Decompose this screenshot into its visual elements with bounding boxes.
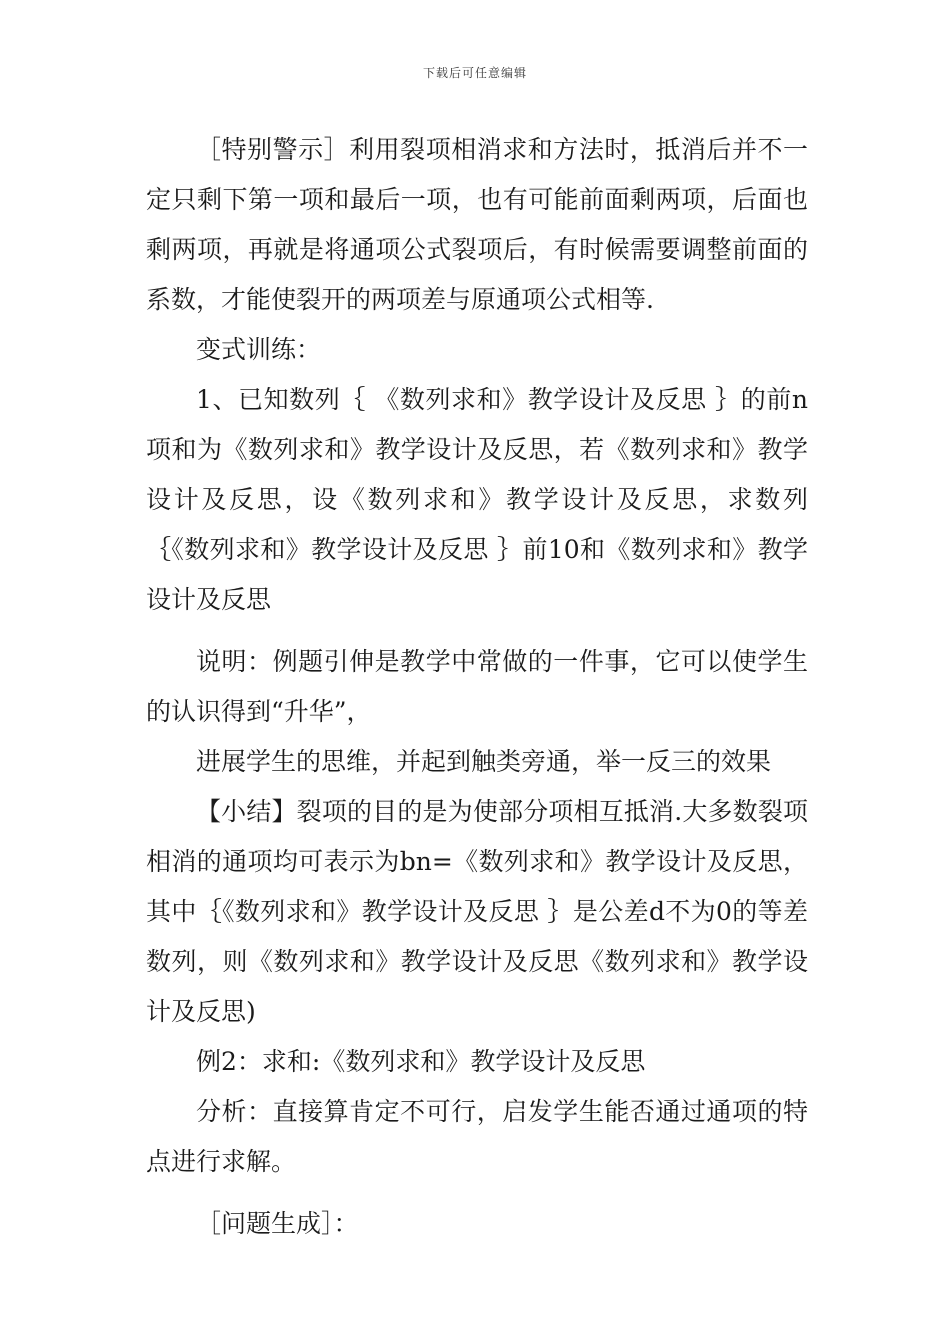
page-header-note: 下载后可任意编辑 bbox=[422, 66, 527, 80]
variant-training-heading: 变式训练： bbox=[196, 335, 322, 364]
problem-generation-heading: ［问题生成］： bbox=[196, 1209, 359, 1238]
special-warning-paragraph: ［特别警示］利用裂项相消求和方法时，抵消后并不一定只剩下第一项和最后一项，也有可能前面剩两项，后面也剩两项，再就是将通项公式裂项后，有时候需要调整前面的系数，才能使裂开的两项差与原通项公式相等. bbox=[146, 135, 808, 314]
exercise-1-paragraph: 1、已知数列｛ 《数列求和》教学设计及反思 ｝的前n项和为《数列求和》教学设计及反思，若《数列求和》教学设计及反思，设《数列求和》教学设计及反思，求数列｛《数列求和》教学设计及反思 ｝前10和《数列求和》教学设计及反思 bbox=[146, 385, 808, 614]
summary-paragraph: 【小结】裂项的目的是为使部分项相互抵消.大多数裂项相消的通项均可表示为bn=《数列求和》教学设计及反思，其中｛《数列求和》教学设计及反思 ｝是公差d不为0的等差数列，则《数列求和》教学设计及反思《数列求和》教学设计及反思) bbox=[146, 797, 808, 1026]
analysis-paragraph: 分析：直接算肯定不可行，启发学生能否通过通项的特点进行求解。 bbox=[146, 1097, 808, 1176]
explanation-continuation: 进展学生的思维，并起到触类旁通，举一反三的效果 bbox=[196, 747, 772, 776]
document-body bbox=[146, 125, 808, 1249]
example-2-paragraph: 例2：求和:《数列求和》教学设计及反思 bbox=[196, 1047, 646, 1076]
explanation-paragraph: 说明：例题引伸是教学中常做的一件事，它可以使学生的认识得到“升华”， bbox=[146, 647, 808, 726]
